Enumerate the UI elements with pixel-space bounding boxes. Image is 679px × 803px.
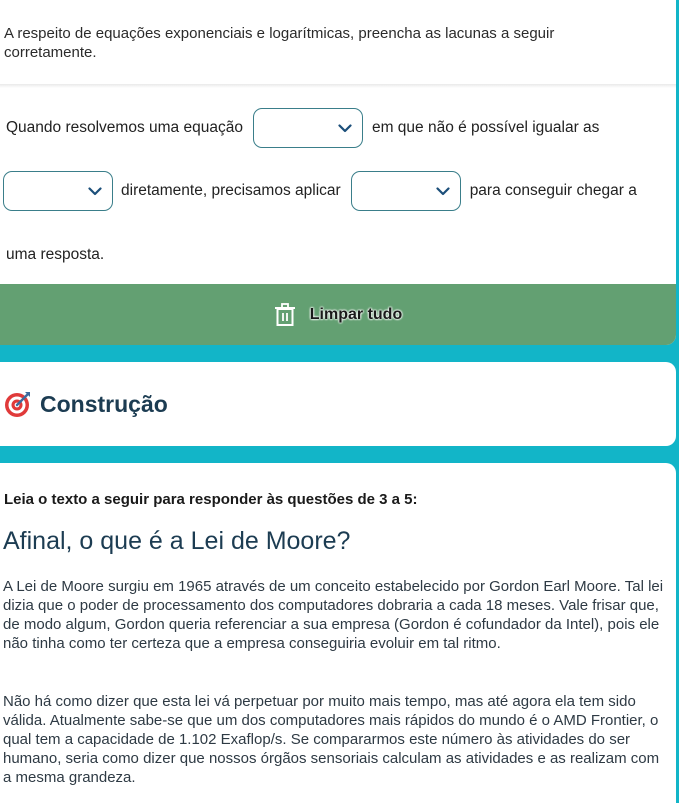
- cloze-text-4: para conseguir chegar a: [469, 182, 637, 199]
- cloze-line-1: [6, 108, 599, 148]
- clear-all-label: Limpar tudo: [309, 305, 403, 323]
- article-paragraph-2: Não há como dizer que esta lei vá perpetuar por muito mais tempo, mas até agora ela tem sido válida. Atualmente sabe-se que um dos computadores mais rápidos do mundo é o AMD Frontier, o qual tem a capacidade de 1.102 Exaflop/s. Se compararmos este número às atividades do ser humano, seria como dizer que nossos órgãos sensoriais calculam as atividades e as realizam com a mesma grandeza.: [3, 693, 660, 786]
- article-title: Afinal, o que é a Lei de Moore?: [3, 527, 351, 555]
- section-title: Construção: [40, 390, 168, 417]
- trash-icon: [274, 303, 296, 327]
- exercise-prompt: A respeito de equações exponenciais e logarítmicas, preencha as lacunas a seguir corretamente.: [4, 25, 555, 61]
- cloze-text-1: Quando resolvemos uma equação: [6, 119, 243, 136]
- cloze-text-2: em que não é possível igualar as: [371, 119, 600, 136]
- target-icon: [4, 390, 32, 418]
- reading-instruction: Leia o texto a seguir para responder às questões de 3 a 5:: [4, 491, 418, 508]
- section-header-card: [0, 362, 676, 446]
- divider: [0, 84, 676, 88]
- article-paragraph-1: A Lei de Moore surgiu em 1965 através de um conceito estabelecido por Gordon Earl Moore. Tal lei dizia que o poder de processamento dos computadores dobraria a cada 18 meses. Vale frisar que, de modo algum, Gordon queria referenciar a sua empresa (Gordon é cofundador da Intel), pois ele não tinha como ter certeza que a empresa conseguiria evoluir em tal ritmo.: [3, 578, 664, 652]
- cloze-text-3: diretamente, precisamos aplicar: [121, 182, 341, 199]
- cloze-line-3: [6, 246, 104, 264]
- cloze-line-2: [3, 171, 637, 211]
- exercise-card: [0, 0, 676, 345]
- chevron-down-icon: [338, 124, 352, 133]
- reading-card: [0, 463, 676, 803]
- dropdown-3[interactable]: [351, 171, 461, 211]
- chevron-down-icon: [88, 187, 102, 196]
- cloze-text-5: uma resposta.: [6, 246, 105, 263]
- dropdown-1[interactable]: [253, 108, 363, 148]
- clear-all-button[interactable]: [0, 284, 676, 345]
- dropdown-2[interactable]: [3, 171, 113, 211]
- chevron-down-icon: [436, 187, 450, 196]
